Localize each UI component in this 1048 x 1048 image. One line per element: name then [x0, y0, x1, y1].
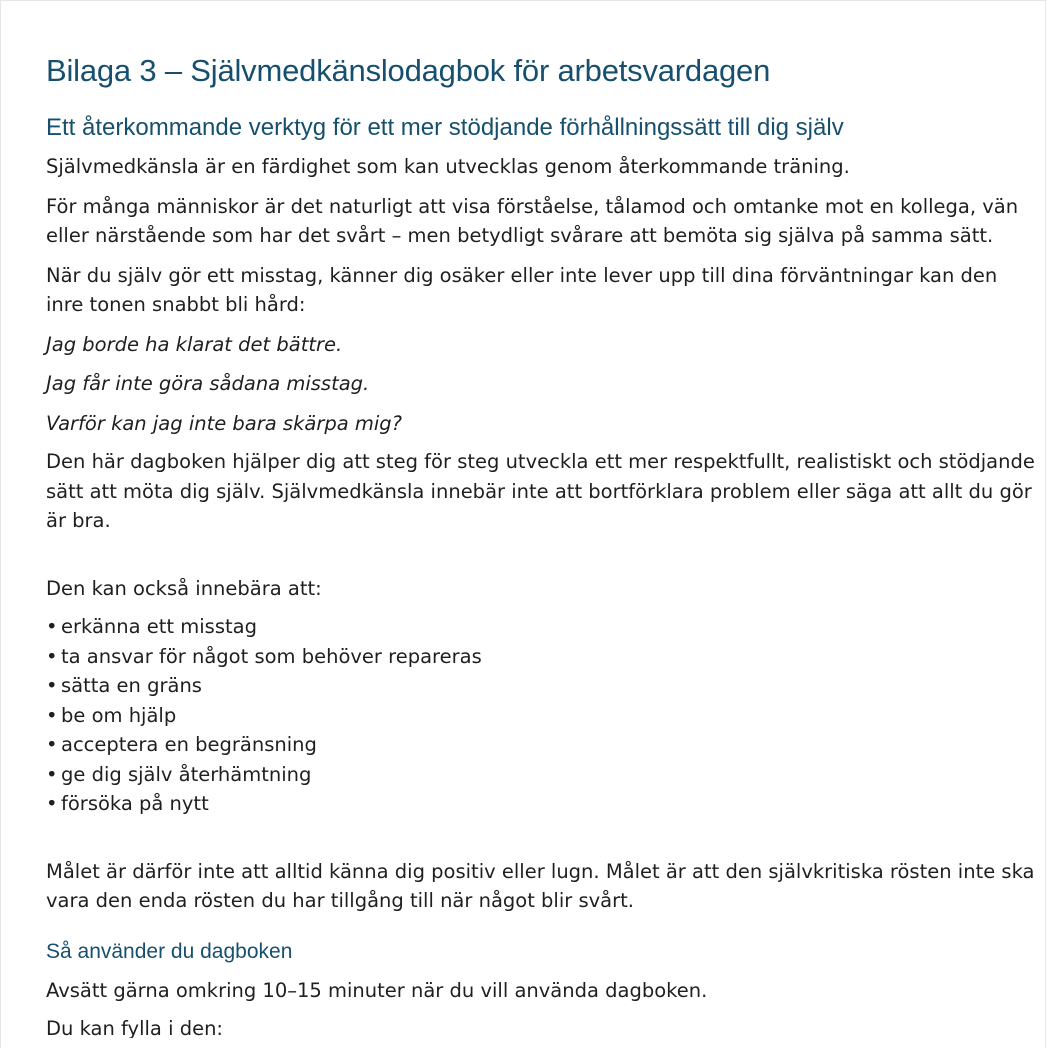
list-item	[46, 612, 1036, 642]
bullet-icon: •	[46, 644, 58, 668]
document-content	[46, 51, 1036, 1038]
paragraph-diary-purpose: Den här dagboken hjälper dig att steg för steg utveckla ett mer respektfullt, realistiskt och stödjande sätt att möta dig själv. Självmedkänsla innebär inte att bortförklara problem eller säga att allt du gör är bra.	[46, 450, 1035, 532]
bullet-icon: •	[46, 615, 58, 638]
list-item	[46, 642, 1036, 672]
quote-2	[46, 369, 1036, 399]
paragraph-inner-tone: När du själv gör ett misstag, känner dig osäker eller inte lever upp till dina förväntningar kan den inre tonen snabbt bli hård:	[46, 263, 998, 316]
quote-1	[46, 330, 1036, 360]
page-title: Bilaga 3 – Självmedkänslodagbok för arbetsvardagen	[46, 53, 771, 88]
bullet-icon: •	[46, 733, 58, 756]
paragraph-compassion-others: För många människor är det naturligt att visa förståelse, tålamod och omtanke mot en kollega, vän eller närstående som har det svårt – men betydligt svårare att bemöta sig själva på samma sätt.	[46, 194, 1019, 247]
list-item-text: ta ansvar för något som behöver repareras	[61, 644, 482, 668]
paragraph-time: Avsätt gärna omkring 10–15 minuter när du vill använda dagboken.	[46, 978, 708, 1002]
list-item	[46, 760, 1036, 790]
bullet-icon: •	[46, 792, 58, 815]
list-item	[46, 730, 1036, 760]
quote-3-text: Varför kan jag inte bara skärpa mig?	[46, 411, 403, 435]
quote-1-text: Jag borde ha klarat det bättre.	[46, 332, 343, 356]
paragraph-fill-in: Du kan fylla i den:	[46, 1017, 223, 1038]
list-item-text: sätta en gräns	[61, 674, 202, 697]
quote-2-text: Jag får inte göra sådana misstag.	[46, 372, 370, 395]
bullet-icon: •	[46, 762, 58, 786]
list-item-text: försöka på nytt	[61, 792, 209, 815]
paragraph-can-also: Den kan också innebära att:	[46, 576, 322, 600]
page-subtitle: Ett återkommande verktyg för ett mer stödjande förhållningssätt till dig själv	[46, 114, 844, 141]
list-item	[46, 671, 1036, 701]
list-item-text: be om hjälp	[61, 703, 177, 727]
bullet-icon: •	[46, 703, 58, 727]
bullet-icon: •	[46, 674, 58, 697]
list-item-text: acceptera en begränsning	[61, 733, 317, 756]
list-item	[46, 789, 1036, 819]
quote-3	[46, 409, 1036, 439]
list-item	[46, 701, 1036, 731]
list-item-text: erkänna ett misstag	[61, 615, 257, 638]
list-item-text: ge dig själv återhämtning	[61, 762, 312, 786]
paragraph-goal: Målet är därför inte att alltid känna dig positiv eller lugn. Målet är att den självkritiska rösten inte ska vara den enda rösten du har tillgång till när något blir svårt.	[46, 859, 1035, 912]
paragraph-intro: Självmedkänsla är en färdighet som kan utvecklas genom återkommande träning.	[46, 155, 850, 178]
section-heading-how-to-use: Så använder du dagboken	[46, 939, 293, 963]
bullet-list	[46, 612, 1036, 819]
